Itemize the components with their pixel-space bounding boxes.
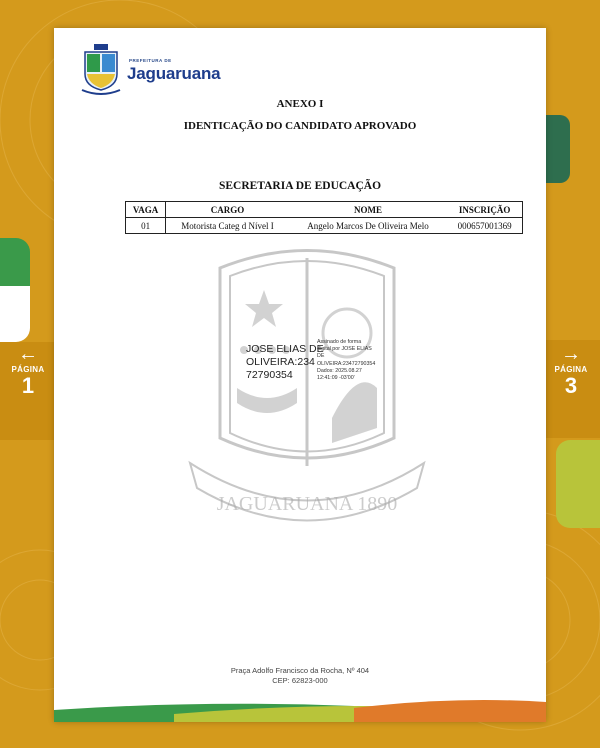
left-green-tab [0, 238, 30, 286]
signature-note-line: Dados: 2025.08.27 [317, 367, 362, 374]
arrow-right-icon: → [561, 343, 581, 365]
crest-icon [80, 44, 122, 96]
signature-note-line: digital por JOSE ELIAS [317, 346, 372, 353]
signer-line: 72790354 [246, 369, 293, 381]
signature-note-line: OLIVEIRA:23472790354 [317, 360, 376, 367]
column-header-cargo: CARGO [166, 202, 289, 218]
next-page-number: 3 [564, 373, 578, 398]
cell-vaga: 01 [126, 218, 166, 234]
section-title: SECRETARIA DE EDUCAÇÃO [218, 180, 382, 192]
signer-line: JOSE ELIAS DE [246, 343, 324, 355]
previous-page-button[interactable] [8, 345, 48, 398]
right-lime-tab [556, 440, 600, 528]
arrow-left-icon: ← [18, 343, 38, 365]
watermark-text: JAGUARUANA 1890 [216, 493, 398, 515]
digital-signature-signer [246, 343, 324, 382]
signer-line: OLIVEIRA:234 [246, 356, 315, 368]
next-page-button[interactable] [551, 345, 591, 398]
annex-title: ANEXO I [276, 98, 324, 110]
logo-prefix: PREFEITURA DE [129, 58, 172, 63]
signature-note-line: 12:41:09 -03'00' [317, 375, 355, 382]
column-header-vaga: VAGA [126, 202, 166, 218]
previous-page-number: 1 [21, 373, 35, 398]
right-dark-green-tab [546, 115, 570, 183]
previous-page-label: PÁGINA [11, 365, 45, 374]
logo-name: Jaguaruana [127, 64, 221, 83]
cell-inscricao: 000657001369 [447, 218, 522, 234]
table-row [126, 218, 523, 234]
city-crest-watermark [182, 238, 432, 528]
document-page [54, 28, 546, 722]
footer-color-bars [54, 696, 546, 722]
signature-note-line: DE [317, 353, 325, 360]
left-white-tab [0, 286, 30, 342]
cell-cargo: Motorista Categ d Nível I [166, 218, 289, 234]
column-header-nome: NOME [289, 202, 447, 218]
municipality-logo [80, 44, 240, 100]
cell-nome: Angelo Marcos De Oliveira Melo [289, 218, 447, 234]
document-heading: IDENTICAÇÃO DO CANDIDATO APROVADO [183, 120, 417, 132]
signature-note-line: Assinado de forma [317, 339, 362, 345]
digital-signature-details [317, 339, 407, 382]
footer-cep: CEP: 62823-000 [272, 676, 328, 685]
column-header-inscricao: INSCRIÇÃO [447, 202, 522, 218]
next-page-label: PÁGINA [554, 365, 588, 374]
approved-candidates-table [125, 201, 523, 234]
table-header-row [126, 202, 523, 218]
footer-address: Praça Adolfo Francisco da Rocha, Nº 404 [230, 666, 370, 675]
